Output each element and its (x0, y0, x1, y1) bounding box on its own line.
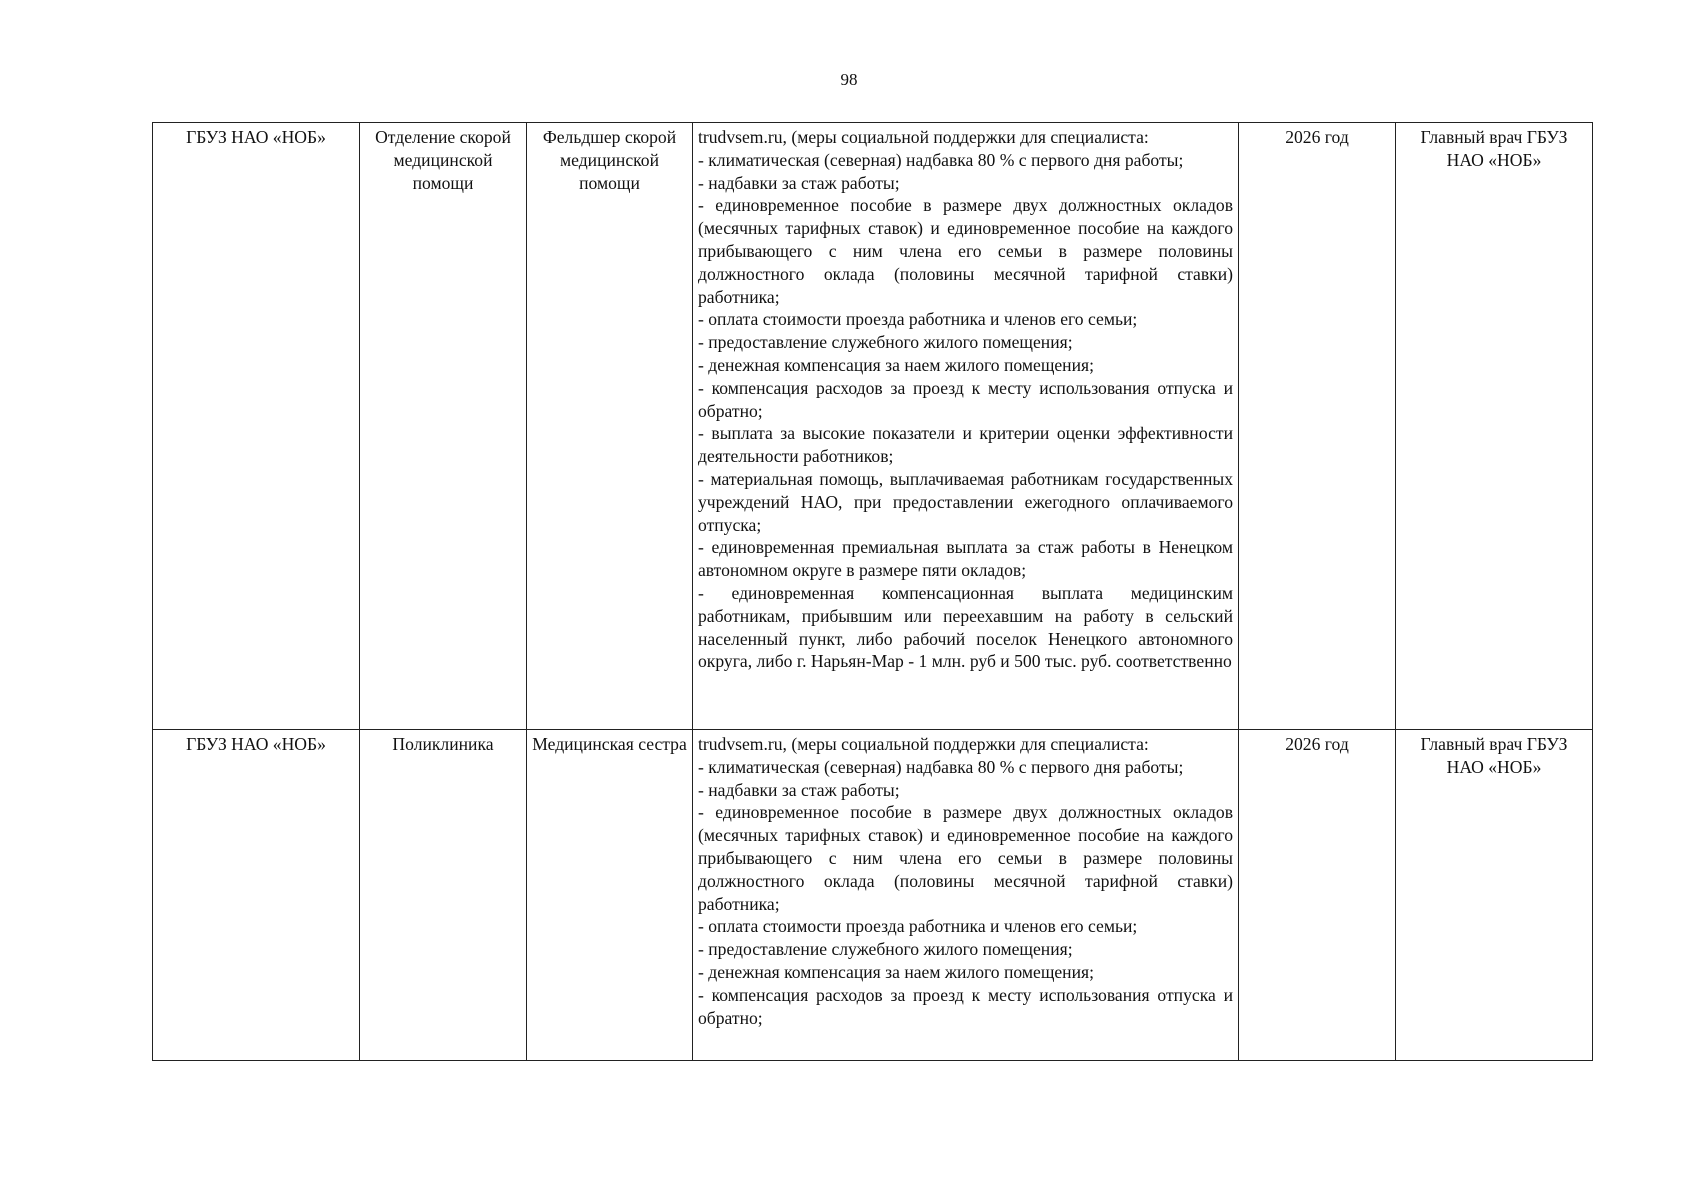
support-line: - предоставление служебного жилого помещения; (698, 939, 1073, 960)
support-line: - климатическая (северная) надбавка 80 % с первого дня работы; (698, 149, 1184, 170)
department-cell: Поликлиника (360, 730, 527, 1061)
support-measures-cell (693, 730, 1239, 1061)
support-line: - оплата стоимости проезда работника и членов его семьи; (698, 309, 1138, 330)
support-line: - денежная компенсация за наем жилого помещения; (698, 961, 1094, 982)
support-line: - компенсация расходов за проезд к месту использования отпуска и обратно; (698, 377, 1233, 421)
year-cell: 2026 год (1239, 730, 1396, 1061)
table-row (153, 123, 1593, 730)
position-cell: Фельдшер скорой медицинской помощи (527, 123, 693, 730)
support-line: - единовременная премиальная выплата за стаж работы в Ненецком автономном округе в размере пяти окладов; (698, 537, 1233, 581)
support-line: - денежная компенсация за наем жилого помещения; (698, 354, 1094, 375)
support-line: - климатическая (северная) надбавка 80 % с первого дня работы; (698, 756, 1184, 777)
department-cell: Отделение скорой медицинской помощи (360, 123, 527, 730)
support-line: trudvsem.ru, (меры социальной поддержки для специалиста: (698, 734, 1149, 754)
year-cell: 2026 год (1239, 123, 1396, 730)
support-line: - оплата стоимости проезда работника и членов его семьи; (698, 916, 1138, 937)
responsible-cell: Главный врач ГБУЗ НАО «НОБ» (1396, 730, 1593, 1061)
support-line: - единовременное пособие в размере двух должностных окладов (месячных тарифных ставок) и единовременное пособие на каждого прибывающего с ним члена его семьи в размере половины должностного оклада (половины месячной тарифной ставки) работника; (698, 802, 1233, 914)
position-cell: Медицинская сестра (527, 730, 693, 1061)
responsible-cell: Главный врач ГБУЗ НАО «НОБ» (1396, 123, 1593, 730)
vacancy-table (152, 122, 1593, 1061)
support-line: - единовременная компенсационная выплата медицинским работникам, прибывшим или переехавшим на работу в сельский населенный пункт, либо рабочий поселок Ненецкого автономного округа, либо г. Нарьян-Мар - 1 млн. руб и 500 тыс. руб. соответственно (698, 582, 1233, 672)
support-line: - надбавки за стаж работы; (698, 172, 900, 193)
support-line: trudvsem.ru, (меры социальной поддержки для специалиста: (698, 127, 1149, 147)
support-measures-cell (693, 123, 1239, 730)
support-line: - материальная помощь, выплачиваемая работникам государственных учреждений НАО, при предоставлении ежегодного оплачиваемого отпуска; (698, 468, 1233, 535)
table-row (153, 730, 1593, 1061)
support-line: - предоставление служебного жилого помещения; (698, 332, 1073, 353)
organization-cell: ГБУЗ НАО «НОБ» (153, 730, 360, 1061)
organization-cell: ГБУЗ НАО «НОБ» (153, 123, 360, 730)
support-line: - компенсация расходов за проезд к месту использования отпуска и обратно; (698, 984, 1233, 1028)
support-line: - единовременное пособие в размере двух должностных окладов (месячных тарифных ставок) и единовременное пособие на каждого прибывающего с ним члена его семьи в размере половины должностного оклада (половины месячной тарифной ставки) работника; (698, 195, 1233, 307)
support-line: - выплата за высокие показатели и критерии оценки эффективности деятельности работников; (698, 423, 1233, 467)
support-line: - надбавки за стаж работы; (698, 779, 900, 800)
page-number: 98 (840, 70, 858, 89)
